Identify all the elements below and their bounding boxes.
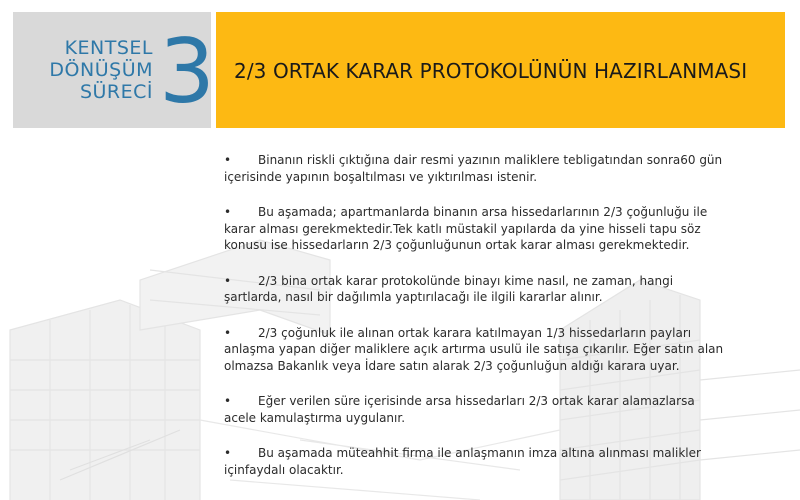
process-name-word: KENTSEL <box>64 37 153 59</box>
list-item-line: Binanın riskli çıktığına dair resmi yazının maliklere tebligatından sonra60 gün <box>258 153 723 167</box>
process-step-box <box>13 12 215 128</box>
list-item-line: 2/3 bina ortak karar protokolünde binayı kime nasıl, ne zaman, hangi <box>258 273 674 288</box>
list-item-line: konusu ise hissedarların 2/3 çoğunluğunun ortak karar alması gerekmektedir. <box>224 238 690 252</box>
process-name-word: DÖNÜŞÜM <box>49 59 153 81</box>
process-name-word: SÜRECİ <box>79 81 153 103</box>
list-item-line: içinfaydalı olacaktır. <box>224 462 344 477</box>
bullet-icon: • <box>224 205 232 219</box>
bullet-icon: • <box>224 325 232 340</box>
list-item-line: acele kamulaştırma uygulanır. <box>224 410 406 425</box>
list-item <box>224 152 764 185</box>
step-number: 3 <box>159 20 215 123</box>
list-item <box>224 204 764 254</box>
bullet-icon: • <box>224 446 232 460</box>
list-item-line: şartlarda, nasıl bir dağılımla yaptırılacağı ile ilgili kararlar alınır. <box>224 290 603 304</box>
list-item <box>224 325 764 375</box>
list-item-line: Bu aşamada müteahhit firma ile anlaşmanın imza altına alınması malikler <box>258 446 701 460</box>
list-item-line: anlaşma yapan diğer maliklere açık artırma usulü ile satışa çıkarılır. Eğer satın alan <box>224 342 724 356</box>
process-name <box>13 37 153 103</box>
list-item <box>224 445 764 478</box>
list-item <box>224 393 764 426</box>
bullet-icon: • <box>224 273 232 288</box>
bullet-list <box>224 152 764 497</box>
bullet-icon: • <box>224 153 232 167</box>
title-banner <box>216 12 785 128</box>
list-item-line: olmazsa Bakanlık veya İdare satın alarak 2/3 çoğunluğun aldığı karara uyar. <box>224 358 680 373</box>
list-item-line: Eğer verilen süre içerisinde arsa hissedarları 2/3 ortak karar alamazlarsa <box>258 394 695 408</box>
list-item <box>224 273 764 306</box>
list-item-line: içerisinde yapının boşaltılması ve yıktırılması istenir. <box>224 169 538 184</box>
bullet-icon: • <box>224 394 232 408</box>
page-title: 2/3 ORTAK KARAR PROTOKOLÜNÜN HAZIRLANMASI <box>234 59 748 83</box>
list-item-line: karar alması gerekmektedir.Tek katlı müstakil yapılarda da yine hisseli tapu söz <box>224 221 701 236</box>
list-item-line: 2/3 çoğunluk ile alınan ortak karara katılmayan 1/3 hissedarların payları <box>258 325 692 340</box>
list-item-line: Bu aşamada; apartmanlarda binanın arsa hissedarlarının 2/3 çoğunluğu ile <box>258 205 708 219</box>
